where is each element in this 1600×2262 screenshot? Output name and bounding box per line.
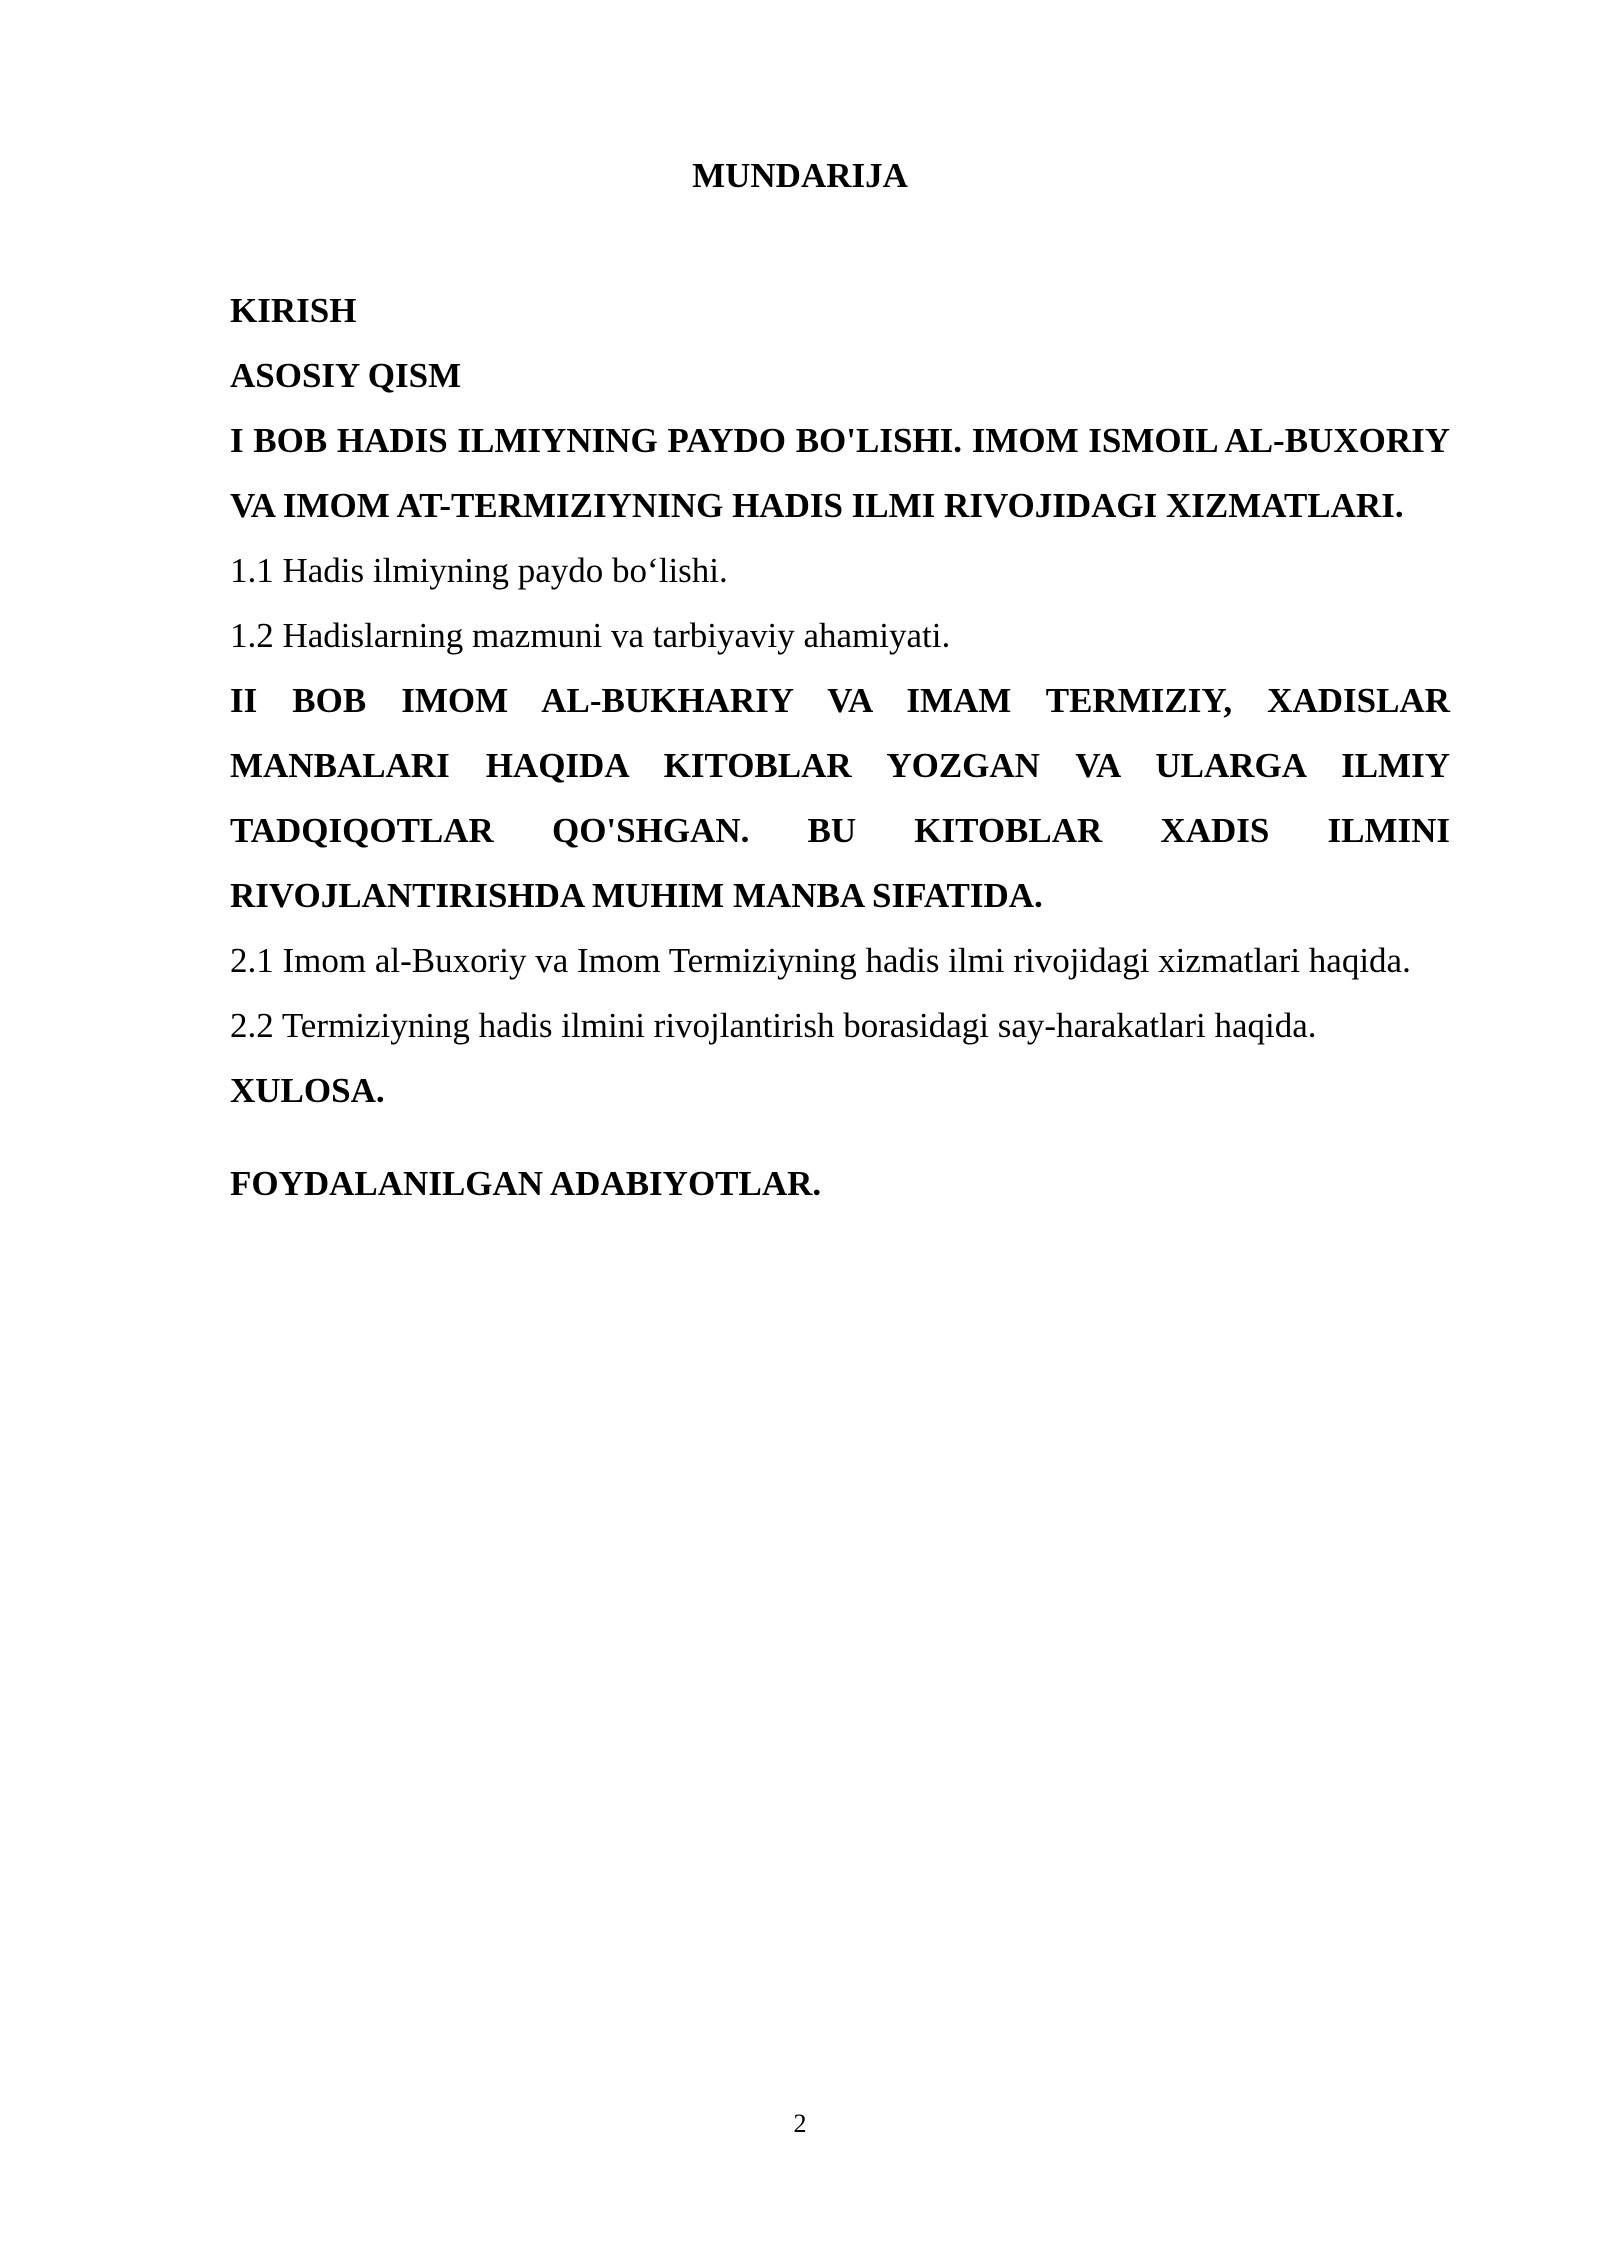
toc-section-1-2: 1.2 Hadislarning mazmuni va tarbiyaviy ahamiyati. [230,616,951,655]
toc-main-part: ASOSIY QISM [230,356,462,395]
page-number: 2 [793,2109,807,2138]
toc-chapter-1: I BOB HADIS ILMIYNING PAYDO BO'LISHI. IMOM ISMOIL AL-BUXORIY VA IMOM AT-TERMIZIYNING HADIS ILMI RIVOJIDAGI XIZMATLARI. [230,421,1450,525]
toc-conclusion: XULOSA. [230,1071,385,1110]
toc-intro: KIRISH [230,291,357,330]
toc-references: FOYDALANILGAN ADABIYOTLAR. [230,1164,822,1203]
toc-section-2-2: 2.2 Termiziyning hadis ilmini rivojlantirish borasidagi say-harakatlari haqida. [230,1006,1317,1045]
toc-chapter-2: II BOB IMOM AL-BUKHARIY VA IMAM TERMIZIY, XADISLAR MANBALARI HAQIDA KITOBLAR YOZGAN VA ULARGA ILMIY TADQIQOTLAR QO'SHGAN. BU KITOBLAR XADIS ILMINI RIVOJLANTIRISHDA MUHIM MANBA SIFATIDA. [230,681,1450,915]
toc-section-1-1: 1.1 Hadis ilmiyning paydo bo‘lishi. [230,551,728,590]
page-title: MUNDARIJA [692,156,908,195]
toc-section-2-1: 2.1 Imom al-Buxoriy va Imom Termiziyning hadis ilmi rivojidagi xizmatlari haqida. [230,941,1411,980]
table-of-contents [230,278,1450,1216]
